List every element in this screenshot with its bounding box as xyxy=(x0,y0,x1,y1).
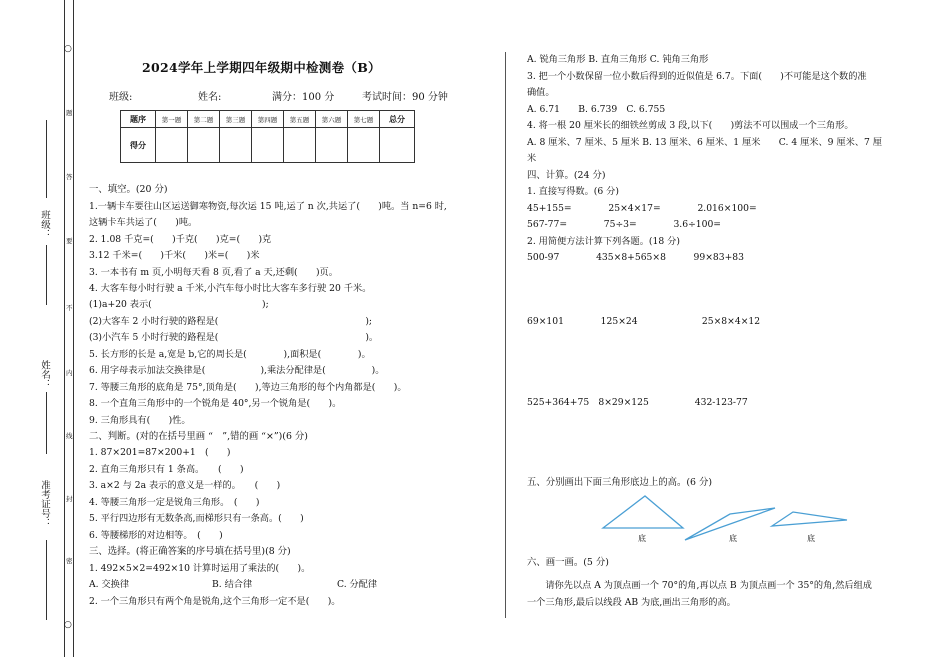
score-cell[interactable] xyxy=(348,128,380,163)
section-4-title: 四、计算。(24 分) xyxy=(527,170,606,181)
question-8: 7. 等腰三角形的底角是 75°,顶角是( ),等边三角形的每个内角都是( )。 xyxy=(89,382,407,393)
score-cell[interactable] xyxy=(380,128,415,163)
question-2: 2. 1.08 千克=( )千克( )克=( )克 xyxy=(89,234,272,245)
exam-number-underline xyxy=(46,540,47,620)
draw-instruction-2: 一个三角形,最后以线段 AB 为底,画出三角形的高。 xyxy=(527,597,736,608)
question-6: 5. 长方形的长是 a,宽是 b,它的周长是( ),面积是( )。 xyxy=(89,349,371,360)
choice-2: 2. 一个三角形只有两个角是锐角,这个三角形一定不是( )。 xyxy=(89,596,341,607)
seal-char-6: 线 xyxy=(66,432,73,440)
name-underline xyxy=(46,392,47,454)
calc-2-row-2: 69×101 125×24 25×8×4×12 xyxy=(527,316,761,327)
seal-char-1: 题 xyxy=(66,109,73,117)
seal-char-3: 要 xyxy=(66,237,73,245)
calc-1-row-2: 567-77= 75÷3= 3.6÷100= xyxy=(527,219,722,230)
question-5: 4. 大客车每小时行驶 a 千米,小汽车每小时比大客车多行驶 20 千米。 xyxy=(89,283,372,294)
seal-circle-bottom: ○ xyxy=(64,620,72,630)
question-5-part-3: (3)小汽车 5 小时行驶的路程是( )。 xyxy=(89,332,379,343)
judge-1: 1. 87×201=87×200+1 ( ) xyxy=(89,447,231,458)
seal-char-2: 答 xyxy=(66,173,73,181)
choice-3-options: A. 6.71 B. 6.739 C. 6.755 xyxy=(527,104,666,115)
question-5-part-1: (1)a+20 表示( ); xyxy=(89,299,269,310)
class-underline xyxy=(46,120,47,198)
triangle-1 xyxy=(603,496,683,528)
triangle-3 xyxy=(772,512,847,526)
question-5-part-2: (2)大客车 2 小时行驶的路程是( ); xyxy=(89,316,373,327)
table-col-3: 第三题 xyxy=(220,111,252,128)
judge-5: 5. 平行四边形有无数条高,而梯形只有一条高。( ) xyxy=(89,513,304,524)
choice-3-line-2: 确值。 xyxy=(527,87,555,98)
score-table xyxy=(120,110,415,163)
table-col-total: 总分 xyxy=(380,111,415,128)
draw-instruction-1: 请你先以点 A 为顶点画一个 70°的角,再以点 B 为顶点画一个 35°的角,然后组成 xyxy=(527,580,872,591)
table-header-order: 题序 xyxy=(121,111,156,128)
class-field: 班级: xyxy=(109,92,133,103)
calc-1-title: 1. 直接写得数。(6 分) xyxy=(527,186,619,197)
base-label-3: 底 xyxy=(807,534,815,543)
calc-2-title: 2. 用简便方法计算下列各题。(18 分) xyxy=(527,236,680,247)
score-cell[interactable] xyxy=(156,128,188,163)
column-divider xyxy=(505,52,506,618)
section-2-title: 二、判断。(对的在括号里画 “ ”,错的画 “×”)(6 分) xyxy=(89,431,308,442)
judge-4: 4. 等腰三角形一定是锐角三角形。 ( ) xyxy=(89,497,260,508)
score-cell[interactable] xyxy=(220,128,252,163)
choice-1: 1. 492×5×2=492×10 计算时运用了乘法的( )。 xyxy=(89,563,311,574)
score-cell[interactable] xyxy=(316,128,348,163)
choice-4-options-line-2: 米 xyxy=(527,153,537,164)
score-cell[interactable] xyxy=(252,128,284,163)
section-5-title: 五、分别画出下面三角形底边上的高。(6 分) xyxy=(527,477,713,488)
exam-number-vertical-label: 准考证号： xyxy=(39,480,50,528)
exam-time: 考试时间：90 分钟 xyxy=(362,92,448,103)
table-col-4: 第四题 xyxy=(252,111,284,128)
choice-1-option-c: C. 分配律 xyxy=(337,579,378,590)
table-header-score: 得分 xyxy=(121,128,156,163)
section-1-title: 一、填空。(20 分) xyxy=(89,184,168,195)
name-vertical-label: 姓名： xyxy=(39,360,50,389)
table-col-6: 第六题 xyxy=(316,111,348,128)
question-1-line-1: 1.一辆卡车要往山区运送御寒物资,每次运 15 吨,运了 n 次,共运了( )吨。当 n=6 时, xyxy=(89,201,447,212)
choice-2-options: A. 锐角三角形 B. 直角三角形 C. 钝角三角形 xyxy=(527,54,709,65)
seal-char-8: 密 xyxy=(66,557,73,565)
choice-4-options-line-1: A. 8 厘米、7 厘米、5 厘米 B. 13 厘米、6 厘米、1 厘米 C. 4 厘米、9 厘米、7 厘 xyxy=(527,137,882,148)
score-cell[interactable] xyxy=(188,128,220,163)
choice-1-option-a: A. 交换律 xyxy=(89,579,130,590)
base-label-2: 底 xyxy=(729,534,737,543)
choice-4: 4. 将一根 20 厘米长的细铁丝剪成 3 段,以下( )剪法不可以围成一个三角形。 xyxy=(527,120,854,131)
margin-line-left xyxy=(64,0,65,657)
class-vertical-label: 班级： xyxy=(39,210,50,239)
question-4: 3. 一本书有 m 页,小明每天看 8 页,看了 a 天,还剩( )页。 xyxy=(89,267,338,278)
class-underline-2 xyxy=(46,245,47,305)
section-3-title: 三、选择。(将正确答案的序号填在括号里)(8 分) xyxy=(89,546,291,557)
table-col-1: 第一题 xyxy=(156,111,188,128)
table-col-2: 第二题 xyxy=(188,111,220,128)
calc-2-row-3: 525+364+75 8×29×125 432-123-77 xyxy=(527,397,748,408)
judge-2: 2. 直角三角形只有 1 条高。 ( ) xyxy=(89,464,244,475)
margin-line-right xyxy=(73,0,74,657)
table-col-5: 第五题 xyxy=(284,111,316,128)
section-6-title: 六、画一画。(5 分) xyxy=(527,557,609,568)
seal-char-7: 封 xyxy=(66,495,73,503)
judge-6: 6. 等腰梯形的对边相等。 ( ) xyxy=(89,530,223,541)
question-1-line-2: 这辆卡车共运了( )吨。 xyxy=(89,217,198,228)
table-col-7: 第七题 xyxy=(348,111,380,128)
question-10: 9. 三角形具有( )性。 xyxy=(89,415,191,426)
base-label-1: 底 xyxy=(638,534,646,543)
seal-char-4: 不 xyxy=(66,304,73,312)
calc-1-row-1: 45+155= 25×4×17= 2.016×100= xyxy=(527,203,757,214)
question-3: 3.12 千米=( )千米( )米=( )米 xyxy=(89,250,260,261)
seal-circle-top: ○ xyxy=(64,44,72,54)
score-cell[interactable] xyxy=(284,128,316,163)
choice-1-option-b: B. 结合律 xyxy=(212,579,253,590)
question-7: 6. 用字母表示加法交换律是( ),乘法分配律是( )。 xyxy=(89,365,385,376)
question-9: 8. 一个直角三角形中的一个锐角是 40°,另一个锐角是( )。 xyxy=(89,398,342,409)
full-score: 满分：100 分 xyxy=(272,92,335,103)
seal-char-5: 内 xyxy=(66,369,73,377)
exam-title: 2024学年上学期四年级期中检测卷（B） xyxy=(142,60,381,75)
name-field: 姓名: xyxy=(198,92,222,103)
calc-2-row-1: 500-97 435×8+565×8 99×83+83 xyxy=(527,252,744,263)
judge-3: 3. a×2 与 2a 表示的意义是一样的。 ( ) xyxy=(89,480,281,491)
choice-3-line-1: 3. 把一个小数保留一位小数后得到的近似值是 6.7。下面( )不可能是这个数的准 xyxy=(527,71,867,82)
